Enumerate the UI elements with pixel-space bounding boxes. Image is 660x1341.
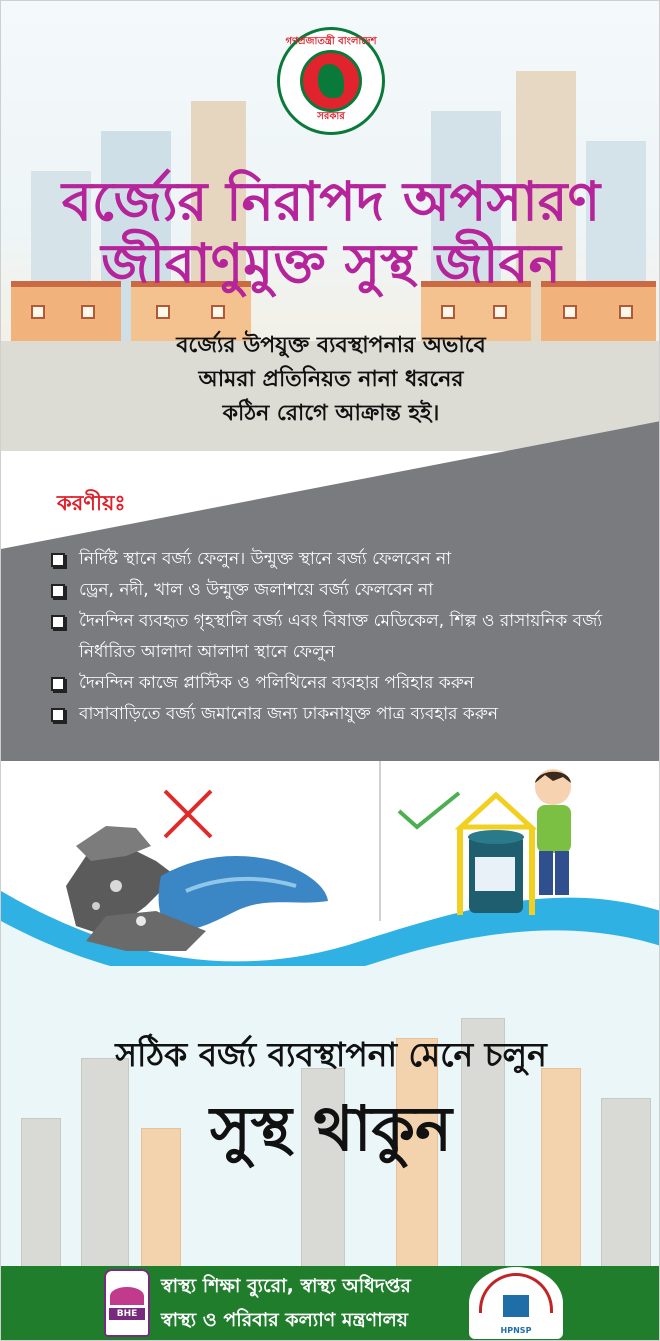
intro-line-2: আমরা প্রতিনিয়ত নানা ধরনের xyxy=(198,367,464,392)
list-item xyxy=(51,575,641,606)
footer-line-1: স্বাস্থ্য শিক্ষা ব্যুরো, স্বাস্থ্য অধিদপ্তর xyxy=(161,1275,411,1297)
list-item-text: ড্রেন, নদী, খাল ও উন্মুক্ত জলাশয়ে বর্জ্য ফেলবেন না xyxy=(79,580,434,600)
checkbox-bullet-icon xyxy=(51,553,65,567)
list-item-text: দৈনন্দিন ব্যবহৃত গৃহস্থালি বর্জ্য এবং বিষাক্ত মেডিকেল, শিল্প ও রাসায়নিক বর্জ্য নির্ধারিত আলাদা আলাদা স্থানে ফেলুন xyxy=(79,611,603,662)
slogan-line-2: সুস্থ থাকুন xyxy=(209,1092,453,1165)
hpnsp-badge: HPNSP xyxy=(500,1326,532,1335)
hpnsp-house-icon xyxy=(503,1295,529,1317)
list-item-text: নির্দিষ্ট স্থানে বর্জ্য ফেলুন। উন্মুক্ত স্থানে বর্জ্য ফেলবেন না xyxy=(79,549,452,569)
bhe-emblem-icon xyxy=(110,1287,144,1305)
government-seal xyxy=(277,27,385,135)
checkbox-bullet-icon xyxy=(51,584,65,598)
list-item xyxy=(51,699,641,730)
bangladesh-map-icon xyxy=(318,64,344,98)
intro-line-1: বর্জ্যের উপযুক্ত ব্যবস্থাপনার অভাবে xyxy=(176,333,486,358)
list-item xyxy=(51,606,641,668)
list-item xyxy=(51,544,641,575)
checkbox-bullet-icon xyxy=(51,677,65,691)
intro-line-3: কঠিন রোগে আক্রান্ত হই। xyxy=(222,401,440,426)
child-image xyxy=(523,765,583,905)
slogan-line-1: সঠিক বর্জ্য ব্যবস্থাপনা মেনে চলুন xyxy=(115,1035,547,1074)
list-item-text: বাসাবাড়িতে বর্জ্য জমানোর জন্য ঢাকনাযুক্ত পাত্র ব্যবহার করুন xyxy=(79,704,499,724)
action-list xyxy=(51,544,641,730)
checkbox-bullet-icon xyxy=(51,615,65,629)
list-item xyxy=(51,668,641,699)
bhe-badge: BHE xyxy=(109,1308,145,1320)
seal-top-text: গণপ্রজাতন্ত্রী বাংলাদেশ xyxy=(285,36,377,47)
intro-text xyxy=(1,329,660,431)
hpnsp-logo xyxy=(469,1267,563,1339)
seal-bottom-text: সরকার xyxy=(317,111,345,122)
headline-line-2: জীবাণুমুক্ত সুস্থ জীবন xyxy=(101,232,561,295)
karaniyo-heading: করণীয়ঃ xyxy=(57,491,126,515)
bhe-logo xyxy=(104,1269,150,1337)
list-item-text: দৈনন্দিন কাজে প্লাস্টিক ও পলিথিনের ব্যবহার পরিহার করুন xyxy=(79,673,474,693)
seal-emblem xyxy=(300,50,362,112)
cross-icon xyxy=(161,787,215,841)
footer-line-2: স্বাস্থ্য ও পরিবার কল্যাণ মন্ত্রণালয় xyxy=(161,1309,408,1331)
headline-line-1: বর্জ্যের নিরাপদ অপসারণ xyxy=(61,170,601,233)
checkbox-bullet-icon xyxy=(51,708,65,722)
